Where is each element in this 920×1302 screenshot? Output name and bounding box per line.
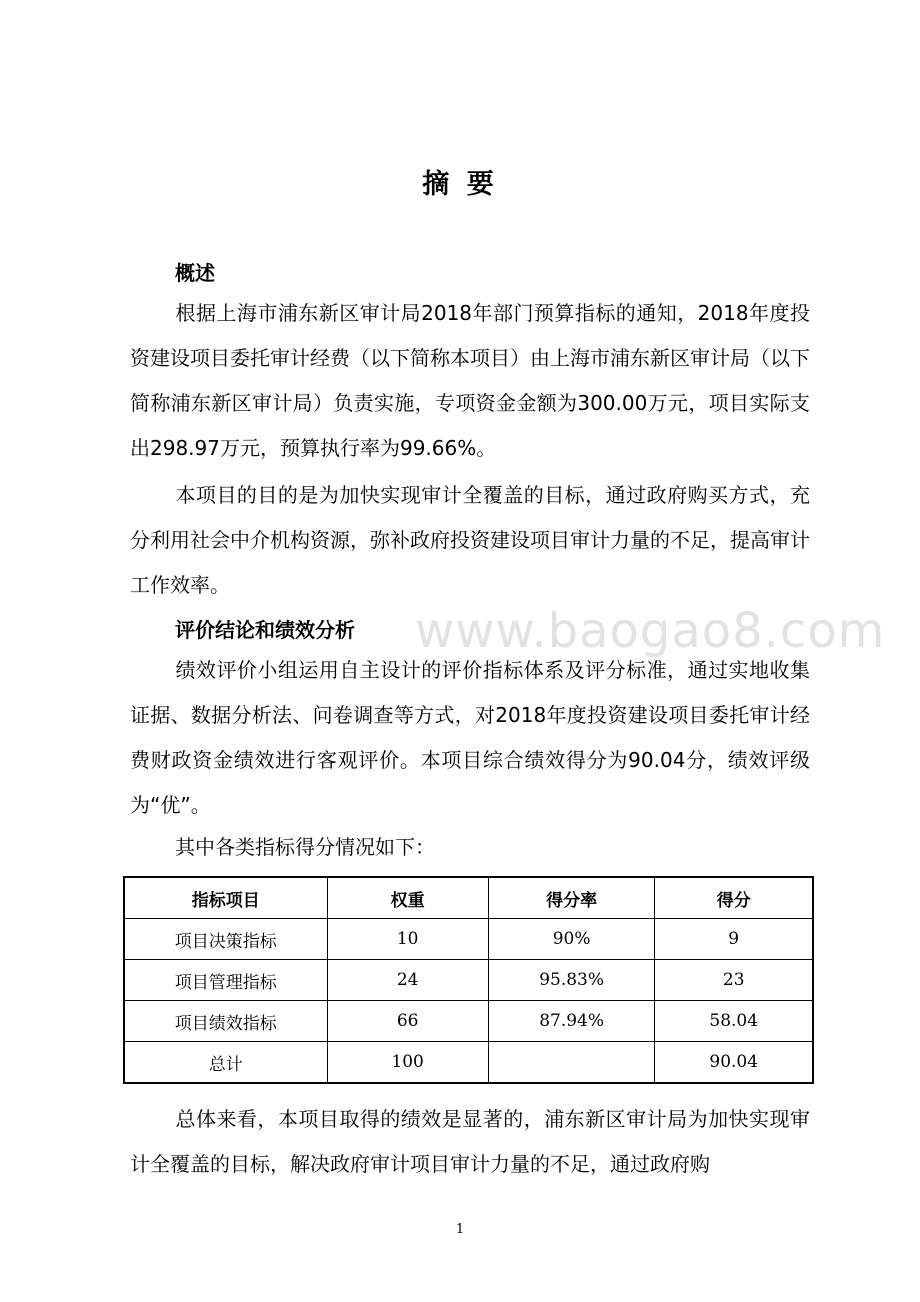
table-cell: 24: [327, 960, 488, 1001]
paragraph-text: 根据上海市浦东新区审计局2018年部门预算指标的通知，2018年度投资建设项目委托审计经费（以下简称本项目）由上海市浦东新区审计局（以下简称浦东新区审计局）负责实施，专项资金金额为300.00万元，项目实际支出298.97万元，预算执行率为99.66%。: [130, 301, 810, 460]
score-table: [123, 876, 814, 1084]
table-cell: 总计: [124, 1042, 327, 1084]
table-cell: 项目决策指标: [124, 919, 327, 960]
table-cell: 66: [327, 1001, 488, 1042]
table-cell: 90.04: [655, 1042, 813, 1084]
table-header-cell: 权重: [327, 877, 488, 919]
table-cell: 100: [327, 1042, 488, 1084]
watermark: www.baogao8.com: [415, 603, 886, 659]
paragraph-conclusion: [130, 1097, 810, 1187]
paragraph-evaluation-1: [130, 648, 810, 828]
table-cell: 87.94%: [488, 1001, 655, 1042]
paragraph-text: 本项目的目的是为加快实现审计全覆盖的目标，通过政府购买方式，充分利用社会中介机构资源，弥补政府投资建设项目审计力量的不足，提高审计工作效率。: [130, 483, 810, 597]
table-header-cell: 得分率: [488, 877, 655, 919]
table-header-cell: 指标项目: [124, 877, 327, 919]
section-heading-overview: 概述: [175, 261, 215, 285]
table-cell: 项目绩效指标: [124, 1001, 327, 1042]
paragraph-overview-1: [130, 291, 810, 471]
table-row: [124, 960, 813, 1001]
paragraph-overview-2: [130, 473, 810, 608]
table-row: [124, 1001, 813, 1042]
table-cell: 58.04: [655, 1001, 813, 1042]
table-cell: 90%: [488, 919, 655, 960]
section-heading-evaluation: 评价结论和绩效分析: [175, 618, 355, 642]
paragraph-text: 绩效评价小组运用自主设计的评价指标体系及评分标准，通过实地收集证据、数据分析法、问卷调查等方式，对2018年度投资建设项目委托审计经费财政资金绩效进行客观评价。本项目综合绩效得分为90.04分，绩效评级为“优”。: [130, 658, 810, 817]
paragraph-text: 总体来看，本项目取得的绩效是显著的，浦东新区审计局为加快实现审计全覆盖的目标，解决政府审计项目审计力量的不足，通过政府购: [130, 1107, 810, 1176]
table-cell: 10: [327, 919, 488, 960]
table-cell: 项目管理指标: [124, 960, 327, 1001]
page-title: 摘 要: [422, 169, 498, 200]
table-cell: [488, 1042, 655, 1084]
table-header-row: [124, 877, 813, 919]
table-cell: 9: [655, 919, 813, 960]
table-row-total: [124, 1042, 813, 1084]
table-header-cell: 得分: [655, 877, 813, 919]
paragraph-text: 其中各类指标得分情况如下：: [175, 835, 435, 859]
paragraph-evaluation-2: [130, 825, 810, 870]
table-cell: 95.83%: [488, 960, 655, 1001]
table-row: [124, 919, 813, 960]
page-number: 1: [455, 1222, 465, 1237]
table-cell: 23: [655, 960, 813, 1001]
